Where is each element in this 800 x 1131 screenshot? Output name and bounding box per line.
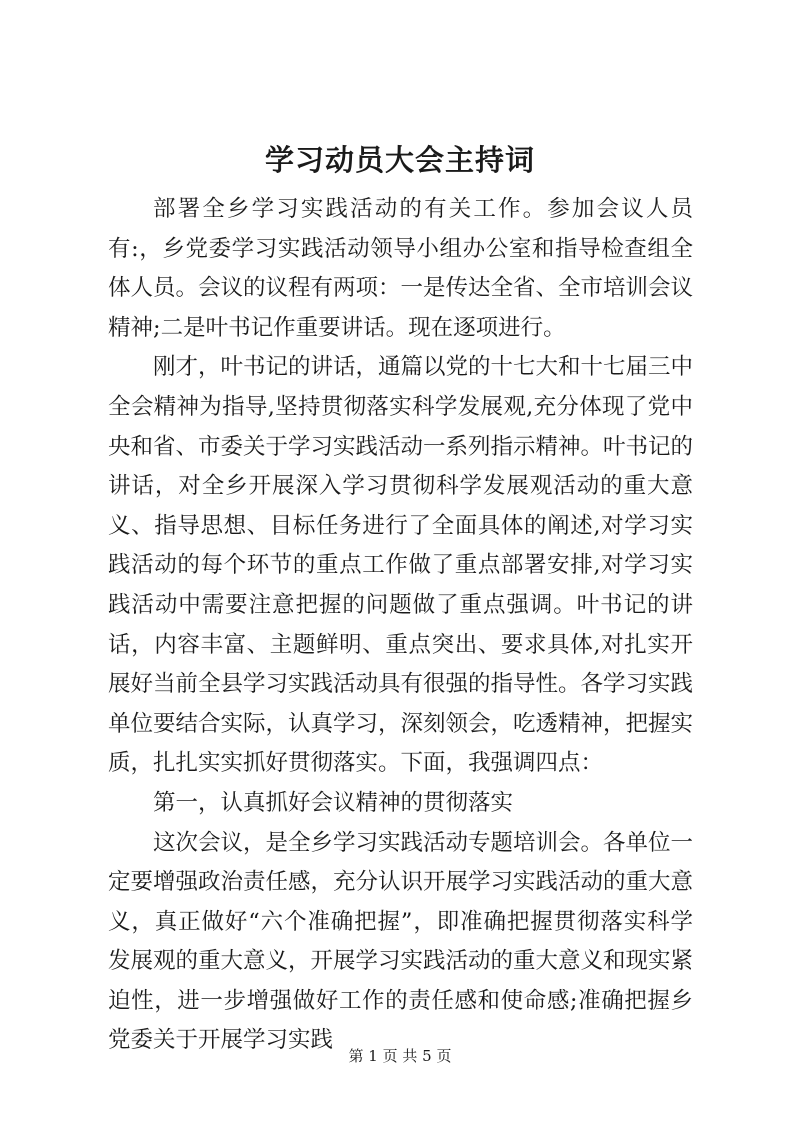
paragraph-meeting-description: 这次会议，是全乡学习实践活动专题培训会。各单位一定要增强政治责任感，充分认识开展学习实践活动的重大意义，真正做好“六个准确把握”，即准确把握贯彻落实科学发展观的重大意义，开展学习实践活动的重大意义和现实紧迫性，进一步增强做好工作的责任感和使命感;准确把握乡党委关于开展学习实践 xyxy=(108,829,694,1054)
section-heading-first: 第一，认真抓好会议精神的贯彻落实 xyxy=(153,789,514,816)
document-title: 学习动员大会主持词 xyxy=(264,143,535,177)
document-body xyxy=(108,190,693,1061)
paragraph-speech-summary: 刚才，叶书记的讲话，通篇以党的十七大和十七届三中全会精神为指导,坚持贯彻落实科学发展观,充分体现了党中央和省、市委关于学习实践活动一系列指示精神。叶书记的讲话，对全乡开展深入学习贯彻科学发展观活动的重大意义、指导思想、目标任务进行了全面具体的阐述,对学习实践活动的每个环节的重点工作做了重点部署安排,对学习实践活动中需要注意把握的问题做了重点强调。叶书记的讲话，内容丰富、主题鲜明、重点突出、要求具体,对扎实开展好当前全县学习实践活动具有很强的指导性。各学习实践单位要结合实际，认真学习，深刻领会，吃透精神，把握实质，扎扎实实抓好贯彻落实。下面，我强调四点： xyxy=(108,354,694,777)
page-footer: 第 1 页 共 5 页 xyxy=(348,1047,452,1065)
paragraph-intro: 部署全乡学习实践活动的有关工作。参加会议人员有:，乡党委学习实践活动领导小组办公室和指导检查组全体人员。会议的议程有两项：一是传达全省、全市培训会议精神;二是叶书记作重要讲话。现在逐项进行。 xyxy=(108,196,694,341)
